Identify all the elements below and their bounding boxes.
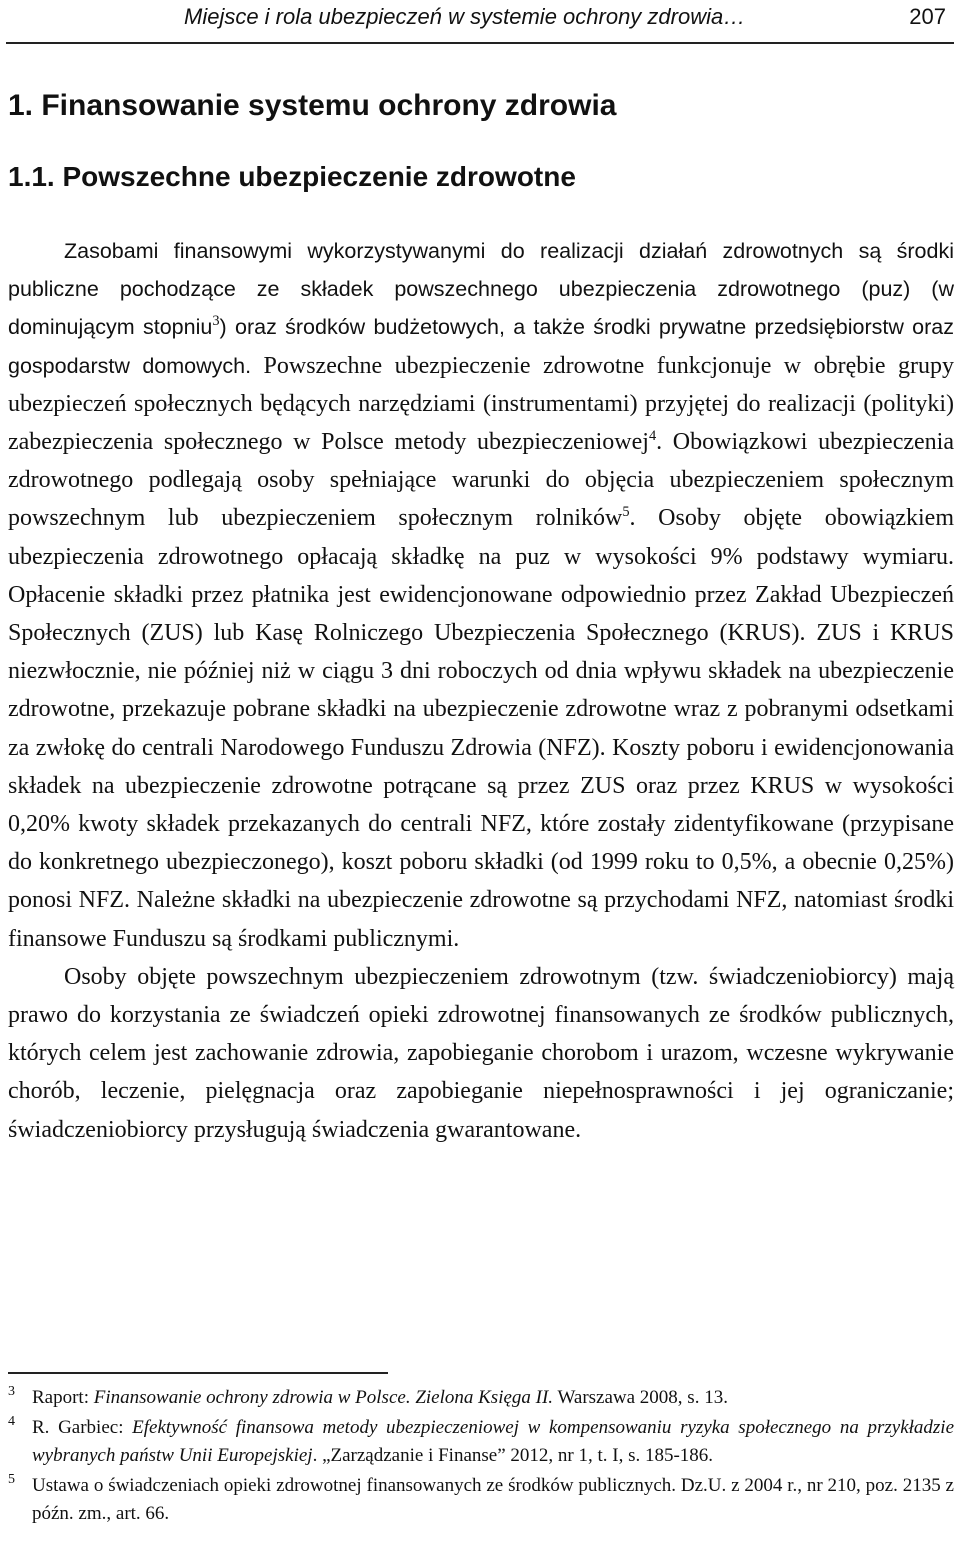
header-rule (6, 42, 954, 44)
footnote-4 (8, 1414, 954, 1470)
footnote-text: Ustawa o świadczeniach opieki zdrowotnej finansowanych ze środków publicznych. Dz.U. z 2004 r., nr 210, poz. 2135 z późn. zm., art. 66. (32, 1475, 954, 1524)
running-title: Miejsce i rola ubezpieczeń w systemie ochrony zdrowia… (184, 4, 746, 29)
footnote-ref-3: 3 (212, 313, 220, 330)
footnote-title: Finansowanie ochrony zdrowia w Polsce. Zielona Księga II. (93, 1387, 554, 1408)
page-header (0, 0, 960, 44)
footnote-source: Warszawa 2008, s. 13. (553, 1387, 728, 1408)
paragraph-1-part-2: ) oraz środków budżetowych, a także środki prywatne przedsiębiorstw oraz gospodarstw domowych. (8, 315, 954, 378)
paragraph-1-part-3: Powszechne ubezpieczenie zdrowotne funkcjonuje w obrębie grupy ubezpieczeń społecznych będących narzędziami (instrumentami) przyjętej do realizacji (polityki) zabezpieczenia społecznego w Polsce metody ubezpieczeniowej (8, 352, 954, 456)
body-paragraph-1 (8, 232, 954, 958)
paragraph-1-part-4: . Obowiązkowi ubezpieczenia zdrowotnego podlegają osoby spełniające warunki do objęcia ubezpieczeniem społecznym powszechnym lub ubezpieczeniem społecznym rolników (8, 429, 954, 532)
footnote-number: 5 (8, 1472, 15, 1487)
footnote-number: 3 (8, 1384, 15, 1399)
footnotes (8, 1384, 954, 1530)
footnote-number: 4 (8, 1414, 15, 1429)
footnote-3 (8, 1384, 954, 1412)
page-number: 207 (909, 4, 946, 29)
footnote-rule (8, 1372, 388, 1374)
footnote-text: Raport: (32, 1387, 94, 1408)
paragraph-1-part-1: Zasobami finansowymi wykorzystywanymi do realizacji działań zdrowotnych są środki publiczne pochodzące ze składek powszechnego ubezpieczenia zdrowotnego (puz) (w dominującym stopniu (8, 239, 954, 340)
footnote-source: . „Zarządzanie i Finanse” 2012, nr 1, t. I, s. 185-186. (312, 1445, 714, 1466)
footnote-text: R. Garbiec: (32, 1417, 133, 1438)
section-heading: 1.1. Powszechne ubezpieczenie zdrowotne (8, 161, 576, 192)
footnote-5 (8, 1472, 954, 1528)
footnote-ref-5: 5 (622, 504, 630, 521)
paragraph-1-part-5: . Osoby objęte obowiązkiem ubezpieczenia zdrowotnego opłacają składkę na puz w wysokości 9% podstawy wymiaru. Opłacenie składki przez płatnika jest ewidencjonowane odpowiednio przez Zakład Ubezpieczeń Społecznych (ZUS) lub Kasę Rolniczego Ubezpieczenia Społecznego (KRUS). ZUS i KRUS niezwłocznie, nie później niż w ciągu 3 dni roboczych od dnia wpływu składek na ubezpieczenie zdrowotne, przekazuje pobrane składki na ubezpieczenie zdrowotne wraz z pobranymi odsetkami za zwłokę do centrali Narodowego Funduszu Zdrowia (NFZ). Koszty poboru i ewidencjonowania składek na ubezpieczenie zdrowotne potrącane są przez ZUS oraz przez KRUS w wysokości 0,20% kwoty składek przekazanych do centrali NFZ, które zostały zidentyfikowane (przypisane do konkretnego ubezpieczonego), koszt poboru składki (od 1999 roku to 0,5%, a obecnie 0,25%) ponosi NFZ. Należne składki na ubezpieczenie zdrowotne są przychodami NFZ, natomiast środki finansowe Funduszu są środkami publicznymi. (8, 505, 955, 952)
main-content (8, 86, 954, 1149)
footnote-title: Efektywność finansowa metody ubezpieczeniowej w kompensowaniu ryzyka społecznego na przykładzie wybranych państw Unii Europejskiej (32, 1417, 955, 1466)
body-paragraph-2: Osoby objęte powszechnym ubezpieczeniem zdrowotnym (tzw. świadczeniobiorcy) mają prawo do korzystania ze świadczeń opieki zdrowotnej finansowanych ze środków publicznych, których celem jest zachowanie zdrowia, zapobieganie chorobom i urazom, wczesne wykrywanie chorób, leczenie, pielęgnacja oraz zapobieganie niepełnosprawności i jej ograniczanie; świadczeniobiorcy przysługują świadczenia gwarantowane. (8, 963, 954, 1143)
footnote-ref-4: 4 (648, 428, 657, 445)
chapter-heading: 1. Finansowanie systemu ochrony zdrowia (8, 89, 617, 122)
